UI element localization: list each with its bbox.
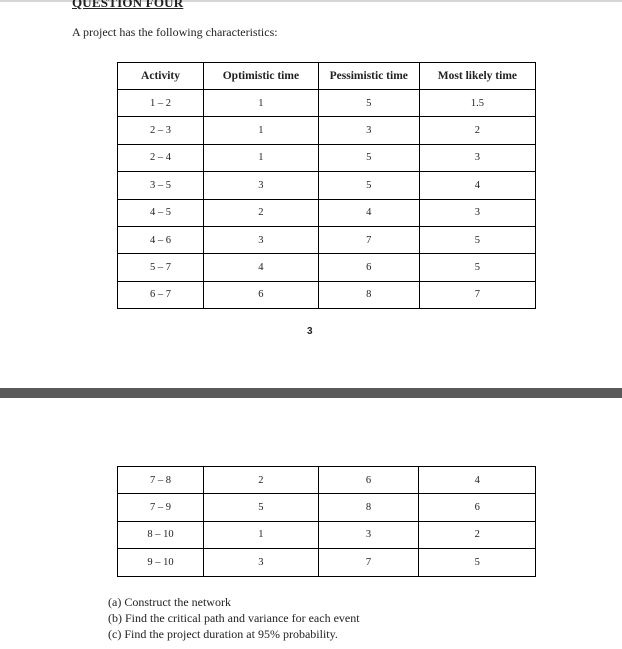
question-c: (c) Find the project duration at 95% probability. (108, 627, 338, 641)
table-row (118, 254, 536, 281)
table-row (118, 226, 536, 253)
table-cell: 1 (204, 117, 319, 144)
table-cell: 2 (204, 199, 319, 226)
table-cell: 4 (419, 467, 536, 494)
table-cell: 7 (318, 549, 419, 576)
table-cell: 2 (419, 521, 536, 548)
table-cell: 8 (318, 494, 419, 521)
table-cell: 5 (419, 254, 535, 281)
table-row (118, 199, 536, 226)
table-cell: 3 – 5 (118, 172, 204, 199)
table-cell: 6 (204, 281, 319, 308)
table-cell: 4 (419, 172, 535, 199)
table-row (118, 549, 536, 576)
table-row (118, 90, 536, 117)
intro-text: A project has the following characteristics: (72, 25, 278, 39)
question-heading: QUESTION FOUR (72, 0, 184, 10)
table-cell: 3 (318, 521, 419, 548)
table-cell: 1.5 (419, 90, 535, 117)
table-cell: 8 – 10 (118, 521, 204, 548)
table-cell: 7 (419, 281, 535, 308)
table-cell: 1 (204, 90, 319, 117)
table-cell: 3 (204, 226, 319, 253)
table-cell: 5 (318, 144, 419, 171)
table-cell: 7 – 9 (118, 494, 204, 521)
table-row (118, 172, 536, 199)
table-row (118, 281, 536, 308)
table-header-row (118, 63, 536, 90)
table-cell: 7 (318, 226, 419, 253)
table-cell: 7 – 8 (118, 467, 204, 494)
table-cell: 4 – 5 (118, 199, 204, 226)
table-cell: 4 – 6 (118, 226, 204, 253)
header-most-likely: Most likely time (419, 63, 535, 90)
table-cell: 6 – 7 (118, 281, 204, 308)
table-row (118, 117, 536, 144)
table-cell: 2 – 3 (118, 117, 204, 144)
page-break-divider (0, 388, 622, 398)
question-list (108, 594, 360, 642)
table-cell: 4 (318, 199, 419, 226)
activity-table-page2 (117, 466, 536, 577)
table-row (118, 144, 536, 171)
table-cell: 4 (204, 254, 319, 281)
table-cell: 3 (204, 172, 319, 199)
header-optimistic: Optimistic time (204, 63, 319, 90)
activity-table-page1 (117, 62, 536, 309)
table-cell: 3 (419, 144, 535, 171)
table-row (118, 494, 536, 521)
header-pessimistic: Pessimistic time (318, 63, 419, 90)
table-cell: 3 (318, 117, 419, 144)
table-cell: 5 (419, 226, 535, 253)
table-cell: 2 (204, 467, 319, 494)
table-cell: 5 (419, 549, 536, 576)
table-cell: 5 (318, 90, 419, 117)
header-activity: Activity (118, 63, 204, 90)
question-b: (b) Find the critical path and variance for each event (108, 611, 360, 625)
table-cell: 5 – 7 (118, 254, 204, 281)
question-a: (a) Construct the network (108, 595, 231, 609)
table-cell: 2 (419, 117, 535, 144)
table-cell: 8 (318, 281, 419, 308)
table-row (118, 521, 536, 548)
table-cell: 3 (419, 199, 535, 226)
table-cell: 5 (204, 494, 319, 521)
table-cell: 1 – 2 (118, 90, 204, 117)
table-cell: 5 (318, 172, 419, 199)
table-cell: 1 (204, 144, 319, 171)
table-cell: 9 – 10 (118, 549, 204, 576)
table-cell: 6 (419, 494, 536, 521)
table-cell: 6 (318, 254, 419, 281)
table-cell: 1 (204, 521, 319, 548)
table-cell: 3 (204, 549, 319, 576)
table-cell: 2 – 4 (118, 144, 204, 171)
table-cell: 6 (318, 467, 419, 494)
page-number: 3 (307, 326, 313, 337)
table-row (118, 467, 536, 494)
